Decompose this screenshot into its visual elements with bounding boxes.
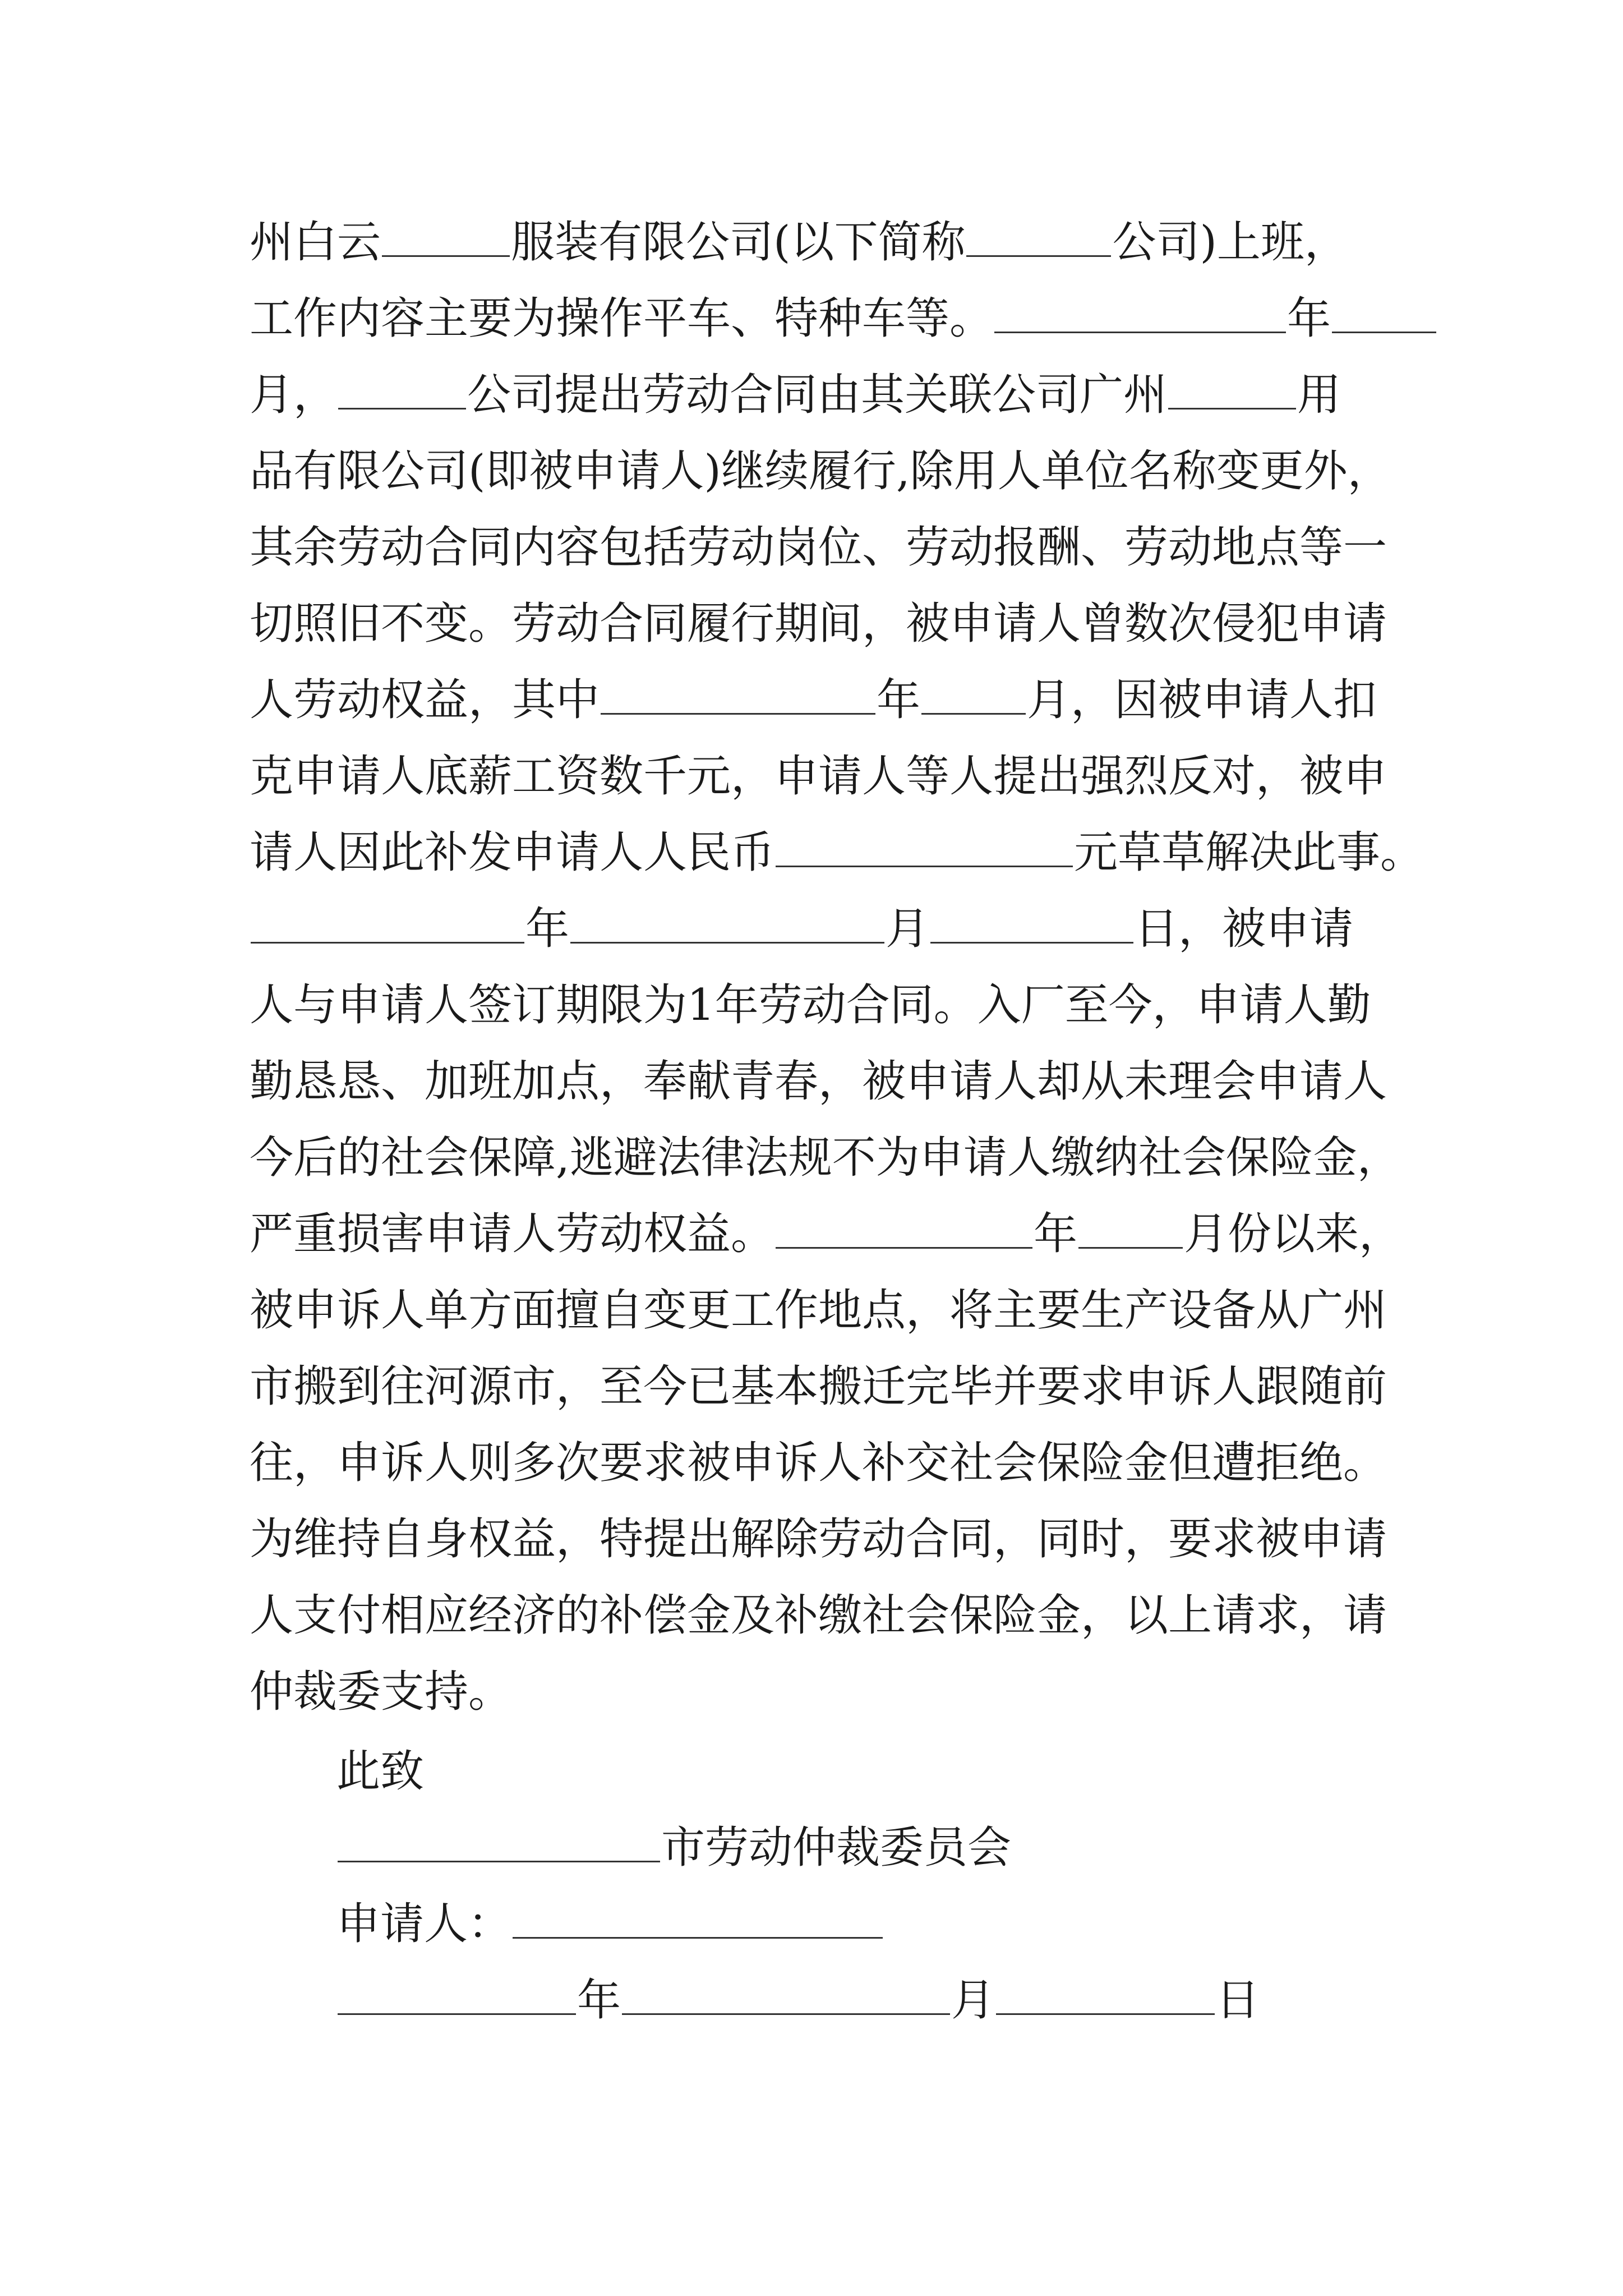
- text-segment: 人与申请人签订期限为1年劳动合同。入厂至今，申请人勤: [250, 980, 1371, 1030]
- text-segment: 日，被申请: [1135, 904, 1354, 954]
- text-segment: 年: [877, 675, 921, 725]
- blank-field[interactable]: [338, 373, 466, 409]
- blank-field[interactable]: [966, 220, 1111, 257]
- body-line-9: [250, 813, 1424, 892]
- body-line-13: [250, 1119, 1401, 1197]
- text-segment: 月份以来，: [1184, 1209, 1403, 1259]
- date-month-field[interactable]: [622, 1978, 950, 2015]
- addressee-suffix: 市劳动仲裁委员会: [661, 1823, 1012, 1873]
- date-year-label: 年: [577, 1975, 621, 2026]
- text-segment: 其余劳动合同内容包括劳动岗位、劳动报酬、劳动地点等一: [250, 522, 1387, 573]
- closing-line: [336, 1732, 424, 1811]
- body-line-17: [250, 1424, 1387, 1502]
- body-line-20: [250, 1653, 512, 1731]
- body-line-7: [250, 661, 1377, 739]
- blank-field[interactable]: [776, 1212, 1032, 1249]
- body-line-4: [250, 432, 1391, 510]
- body-line-6: [250, 585, 1387, 663]
- date-day-label: 日: [1216, 1975, 1260, 2026]
- body-line-16: [250, 1347, 1387, 1426]
- closing-text: 此致: [336, 1746, 425, 1797]
- text-segment: 年: [1034, 1209, 1078, 1259]
- blank-field[interactable]: [776, 831, 1073, 867]
- addressee-line: [336, 1809, 1011, 1887]
- text-segment: 年: [1287, 293, 1331, 344]
- text-segment: 勤恳恳、加班加点，奉献青春，被申请人却从未理会申请人: [250, 1056, 1387, 1107]
- body-line-1: [250, 203, 1348, 282]
- date-day-field[interactable]: [996, 1978, 1215, 2015]
- date-year-field[interactable]: [338, 1978, 576, 2015]
- text-segment: 元草草解决此事。: [1074, 827, 1424, 878]
- signature-date-line: [336, 1961, 1260, 2040]
- body-line-10: [250, 890, 1353, 968]
- body-line-18: [250, 1500, 1387, 1579]
- blank-field[interactable]: [382, 220, 510, 257]
- text-segment: 为维持自身权益，特提出解除劳动合同，同时，要求被申请: [250, 1514, 1387, 1565]
- body-line-8: [250, 737, 1387, 816]
- text-segment: 月: [886, 904, 930, 954]
- applicant-name-field[interactable]: [513, 1902, 883, 1939]
- text-segment: 品有限公司(即被申请人)继续履行,除用人单位名称变更外，: [250, 446, 1391, 496]
- committee-name-field[interactable]: [338, 1826, 660, 1862]
- blank-field[interactable]: [930, 907, 1133, 944]
- text-segment: 工作内容主要为操作平车、特种车等。: [250, 293, 994, 344]
- body-line-14: [250, 1195, 1403, 1273]
- body-line-11: [250, 966, 1371, 1045]
- text-segment: 服装有限公司(以下简称: [511, 217, 966, 268]
- text-segment: 市搬到往河源市，至今已基本搬迁完毕并要求申诉人跟随前: [250, 1361, 1387, 1412]
- text-segment: 年: [525, 904, 570, 954]
- body-line-15: [250, 1271, 1387, 1350]
- text-segment: 被申诉人单方面擅自变更工作地点，将主要生产设备从广州: [250, 1285, 1387, 1336]
- body-line-5: [250, 508, 1387, 587]
- text-segment: 克申请人底薪工资数千元，申请人等人提出强烈反对，被申: [250, 751, 1387, 802]
- blank-field[interactable]: [921, 678, 1026, 715]
- text-segment: 州白云: [250, 217, 381, 268]
- blank-field[interactable]: [1332, 297, 1436, 333]
- blank-field[interactable]: [251, 907, 524, 944]
- text-segment: 严重损害申请人劳动权益。: [250, 1209, 775, 1259]
- blank-field[interactable]: [1078, 1212, 1183, 1249]
- text-segment: 往，申诉人则多次要求被申诉人补交社会保险金但遭拒绝。: [250, 1438, 1387, 1488]
- text-segment: 人劳动权益，其中: [250, 675, 600, 725]
- blank-field[interactable]: [570, 907, 884, 944]
- body-line-3: [250, 356, 1341, 434]
- blank-field[interactable]: [1168, 373, 1296, 409]
- body-line-19: [250, 1576, 1387, 1655]
- text-segment: 人支付相应经济的补偿金及补缴社会保险金，以上请求，请: [250, 1590, 1387, 1641]
- text-segment: 月，因被申请人扣: [1027, 675, 1377, 725]
- text-segment: 用: [1297, 370, 1341, 420]
- text-segment: 公司提出劳动合同由其关联公司广州: [467, 370, 1168, 420]
- text-segment: 公司)上班，: [1112, 217, 1348, 268]
- body-line-2: [250, 279, 1437, 358]
- text-segment: 今后的社会保障,逃避法律法规不为申请人缴纳社会保险金，: [250, 1133, 1401, 1183]
- applicant-line: [336, 1885, 884, 1963]
- blank-field[interactable]: [601, 678, 875, 715]
- applicant-label: 申请人：: [336, 1899, 512, 1949]
- text-segment: 切照旧不变。劳动合同履行期间，被申请人曾数次侵犯申请: [250, 599, 1387, 649]
- body-line-12: [250, 1042, 1387, 1121]
- blank-field[interactable]: [994, 297, 1286, 333]
- text-segment: 月，: [250, 370, 338, 420]
- text-segment: 请人因此补发申请人人民币: [250, 827, 775, 878]
- date-month-label: 月: [951, 1975, 995, 2026]
- text-segment: 仲裁委支持。: [250, 1667, 513, 1717]
